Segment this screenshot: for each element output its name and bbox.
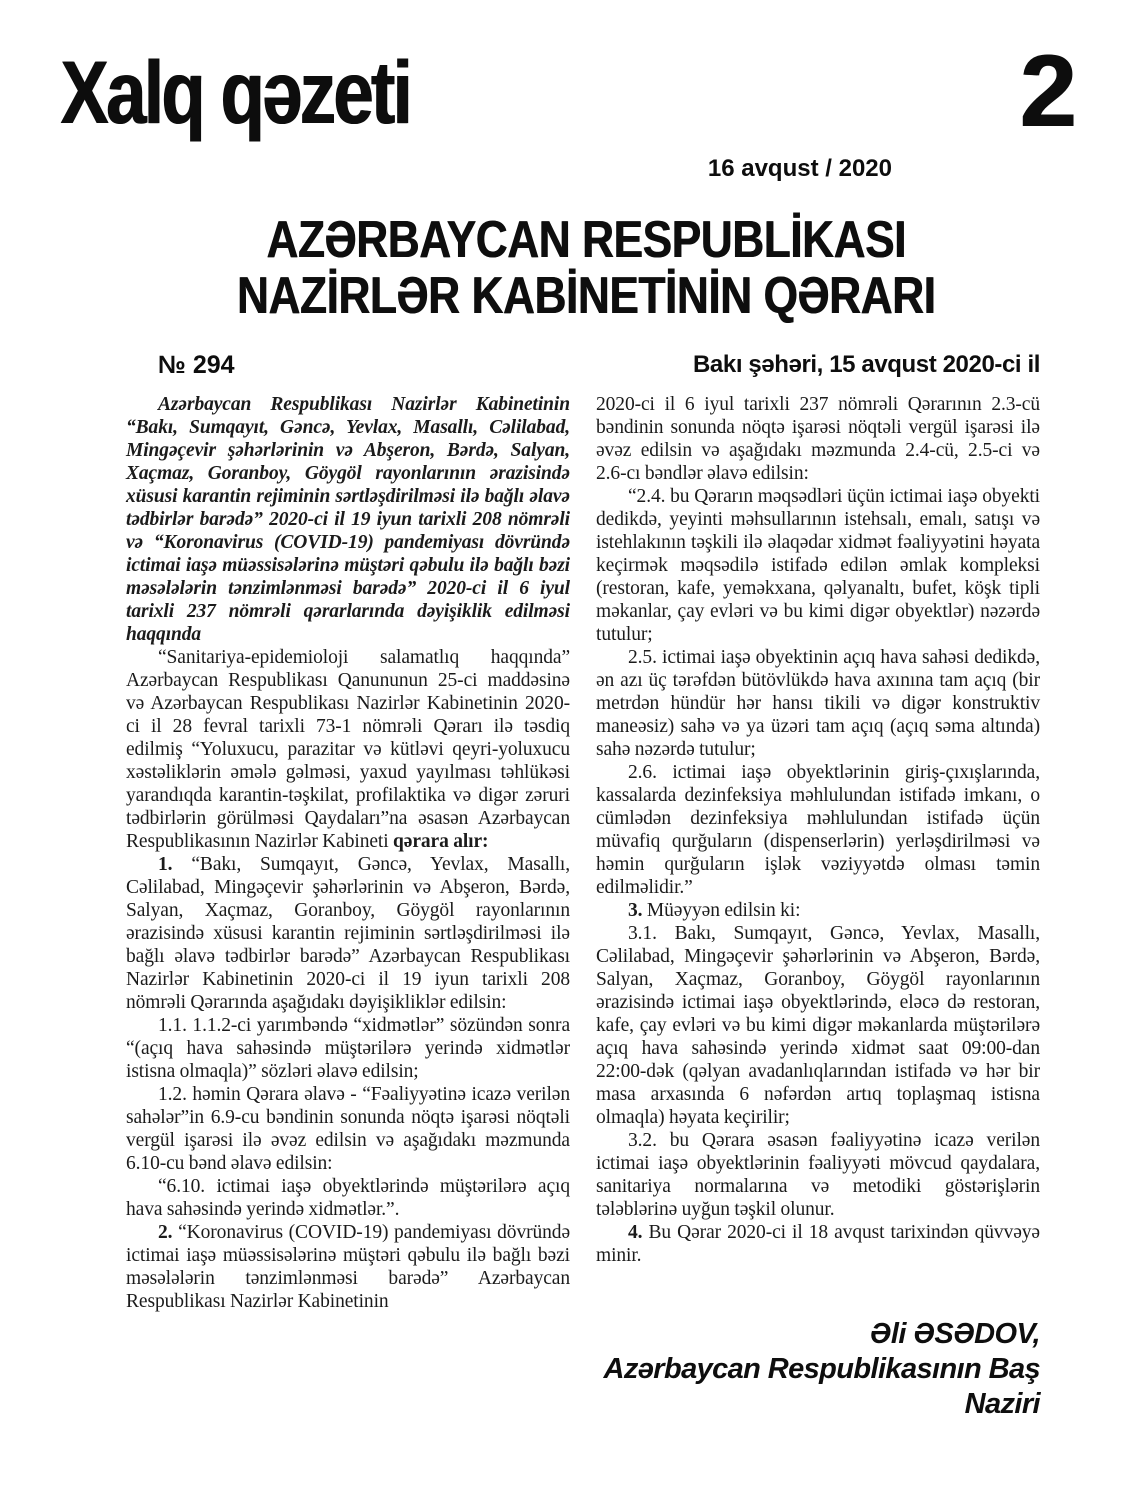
paragraph: [596, 899, 1040, 922]
paragraph-bold-segment: 1.: [158, 854, 173, 875]
decree-title: [112, 212, 1061, 324]
paragraph: [596, 646, 1040, 761]
signature-title: Azərbaycan Respublikasının Baş Naziri: [603, 1353, 1040, 1420]
paragraph-segment: Bu Qərar 2020-ci il 18 avqust tarixindən qüvvəyə minir.: [596, 1222, 1040, 1266]
paragraph-segment: “Koronavirus (COVID-19) pandemiyası dövründə ictimai iaşə müəssisələrinə müştəri qəbulu ilə bağlı bəzi məsələlərin tənzimlənməsi barədə” Azərbaycan Respublikası Nazirlər Kabinetinin: [126, 1222, 570, 1312]
paragraph-segment: 2.6. ictimai iaşə obyektlərinin giriş-çıxışlarında, kassalarda dezinfeksiya məhlulundan istifadə imkanı, o cümlədən dezinfeksiya məhlulundan istifadə üçün müvafiq qurğuların (dispenserlərin) yerləşdirilməsi və həmin qurğuların işlək vəziyyətdə olması təmin edilməlidir.”: [596, 762, 1040, 898]
article-columns: [0, 352, 1144, 1422]
left-column: [126, 352, 570, 1422]
decree-title-line1: AZƏRBAYCAN RESPUBLİKASI: [266, 211, 906, 269]
paragraph-segment: Azərbaycan Respublikası Nazirlər Kabinetinin “Bakı, Sumqayıt, Gəncə, Yevlax, Masallı, Cəlilabad, Mingəçevir şəhərlərinin və Abşeron, Bərdə, Salyan, Xaçmaz, Goranboy, Göygöl rayonlarının ərazisində xüsusi karantin rejiminin sərtləşdirilməsi ilə bağlı əlavə tədbirlər barədə” 2020-ci il 19 iyun tarixli 208 nömrəli və “Koronavirus (COVID-19) pandemiyası dövründə ictimai iaşə müəssisələrinə müştəri qəbulu ilə bağlı bəzi məsələlərin tənzimlənməsi barədə” 2020-ci il 6 iyul tarixli 237 nömrəli qərarlarında dəyişiklik edilməsi haqqında: [126, 394, 570, 645]
paragraph-segment: 3.1. Bakı, Sumqayıt, Gəncə, Yevlax, Masallı, Cəlilabad, Mingəçevir şəhərlərinin və Abşeron, Bərdə, Salyan, Xaçmaz, Goranboy, Göygöl rayonlarının ərazisində ictimai iaşə obyektlərində, eləcə də restoran, kafe, çay evləri və bu kimi digər məkanlarda müştərilərə açıq hava sahəsində yerində xidmət saat 09:00-dan 22:00-dək (qəlyan avadanlıqlarından istifadə və hər bir masa arxasında 6 nəfərdən artıq toplaşmaq istisna olmaqla) həyata keçirilir;: [596, 923, 1040, 1128]
paragraph-segment: “6.10. ictimai iaşə obyektlərində müştərilərə açıq hava sahəsində yerində xidmətlər.”.: [126, 1176, 570, 1220]
paragraph: [126, 646, 570, 853]
right-column-paragraphs: [596, 393, 1040, 1267]
paragraph-segment: 3.2. bu Qərara əsasən fəaliyyətinə icazə verilən ictimai iaşə obyektlərinin fəaliyyəti mövcud qaydalara, sanitariya normalarına və metodiki göstərişlərin tələblərinə uyğun təşkil olunur.: [596, 1130, 1040, 1220]
paragraph-bold-segment: qərara alır:: [393, 831, 489, 852]
signature-name: Əli ƏSƏDOV,: [869, 1318, 1040, 1350]
paragraph: [126, 853, 570, 1014]
paragraph: [126, 393, 570, 646]
paragraph: [596, 761, 1040, 899]
signature-block: [596, 1317, 1040, 1422]
paragraph-segment: 2020-ci il 6 iyul tarixli 237 nömrəli Qərarının 2.3-cü bəndinin sonunda nöqtə işarəsi nöqtəli vergül işarəsi ilə əvəz edilsin və aşağıdakı məzmunda 2.4-cü, 2.5-ci və 2.6-cı bəndlər əlavə edilsin:: [596, 394, 1040, 484]
page-number: 2: [1019, 34, 1076, 148]
decree-number: № 294: [158, 351, 235, 379]
paragraph-segment: “Bakı, Sumqayıt, Gəncə, Yevlax, Masallı, Cəlilabad, Mingəçevir şəhərlərinin və Abşeron, Bərdə, Salyan, Xaçmaz, Goranboy, Göygöl rayonlarının ərazisində xüsusi karantin rejiminin sərtləşdirilməsi ilə bağlı əlavə tədbirlər barədə” Azərbaycan Respublikası Nazirlər Kabinetinin 2020-ci il 19 iyun tarixli 208 nömrəli Qərarında aşağıdakı dəyişikliklər edilsin:: [126, 854, 570, 1013]
paragraph: [596, 1129, 1040, 1221]
left-column-paragraphs: [126, 393, 570, 1313]
issue-date: 16 avqust / 2020: [707, 155, 892, 182]
paragraph-segment: 1.2. həmin Qərara əlavə - “Fəaliyyətinə icazə verilən sahələr”in 6.9-cu bəndinin sonunda nöqtə işarəsi nöqtəli vergül işarəsi ilə əvəz edilsin və aşağıdakı məzmunda 6.10-cu bənd əlavə edilsin:: [126, 1084, 570, 1174]
page-header: [0, 0, 1144, 352]
paragraph: [126, 1175, 570, 1221]
place-date: Bakı şəhəri, 15 avqust 2020-ci il: [693, 351, 1040, 378]
paragraph: [596, 922, 1040, 1129]
paragraph-bold-segment: 4.: [628, 1222, 643, 1243]
paragraph-bold-segment: 3.: [628, 900, 643, 921]
paragraph: [596, 1221, 1040, 1267]
paragraph-segment: 2.5. ictimai iaşə obyektinin açıq hava sahəsi dedikdə, ən azı üç tərəfdən bütövlükdə hava axınına tam açıq (bir metrdən hündür hər hansı tikili və digər konstruktiv maneəsiz) sahə və ya üzəri tam açıq (açıq səma altında) sahə nəzərdə tutulur;: [596, 647, 1040, 760]
paragraph-segment: Müəyyən edilsin ki:: [642, 900, 801, 921]
paragraph: [126, 1221, 570, 1313]
paragraph: [126, 1083, 570, 1175]
decree-title-line2: NAZİRLƏR KABİNETİNİN QƏRARI: [236, 267, 936, 325]
paragraph: [596, 393, 1040, 485]
paragraph-segment: “2.4. bu Qərarın məqsədləri üçün ictimai iaşə obyekti dedikdə, yeyinti məhsullarının istehsalı, emalı, satışı və istehlakının təşkili ilə əlaqədar xidmət fəaliyyətini həyata keçirmək məqsədilə istifadə edilən əmlak kompleksi (restoran, kafe, yeməkxana, qəlyanaltı, bufet, köşk tipli məkanlar, çay evləri və bu kimi digər obyektlər) nəzərdə tutulur;: [596, 486, 1040, 645]
right-column: [596, 352, 1040, 1422]
paragraph: [126, 1014, 570, 1083]
masthead-logo: Xalq qəzeti: [60, 42, 410, 143]
paragraph: [596, 485, 1040, 646]
paragraph-segment: “Sanitariya-epidemioloji salamatlıq haqqında” Azərbaycan Respublikası Qanununun 25-ci maddəsinə və Azərbaycan Respublikası Nazirlər Kabinetinin 2020-ci il 28 fevral tarixli 73-1 nömrəli Qərarı ilə təsdiq edilmiş “Yoluxucu, parazitar və kütləvi qeyri-yoluxucu xəstəliklərin əmələ gəlməsi, yaxud yayılması təhlükəsi yarandıqda karantin-təşkilat, profilaktika və digər zəruri tədbirlərin görülməsi Qaydaları”na əsasən Azərbaycan Respublikasının Nazirlər Kabineti: [126, 647, 570, 852]
paragraph-segment: 1.1. 1.1.2-ci yarımbəndə “xidmətlər” sözündən sonra “(açıq hava sahəsində müştərilərə yerində xidmətlər istisna olmaqla)” sözləri əlavə edilsin;: [126, 1015, 570, 1082]
paragraph-bold-segment: 2.: [158, 1222, 173, 1243]
